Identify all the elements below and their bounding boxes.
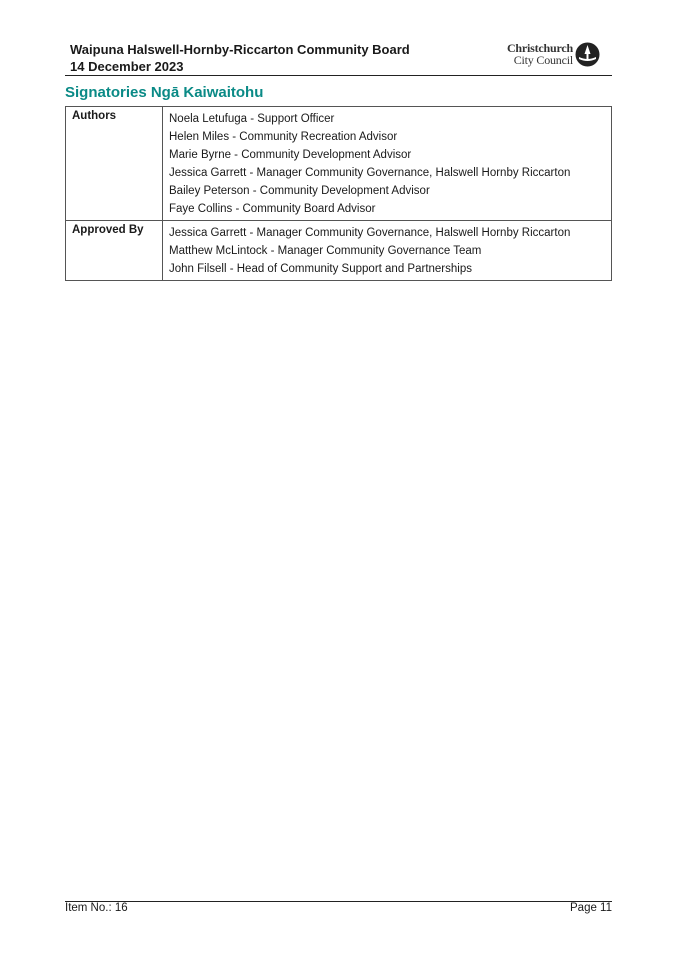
item-number: Item No.: 16 <box>65 902 128 914</box>
signatories-table <box>65 106 612 281</box>
approver-entry: Matthew McLintock - Manager Community Governance Team <box>169 245 482 257</box>
approver-entry: Jessica Garrett - Manager Community Governance, Halswell Hornby Riccarton <box>169 227 571 239</box>
approved-row <box>66 221 612 281</box>
authors-label: Authors <box>66 107 163 221</box>
page-number: Page 11 <box>570 902 612 914</box>
cathedral-logo-icon <box>575 42 600 67</box>
council-logo <box>498 42 600 68</box>
footer-divider <box>65 901 612 902</box>
author-entry: Faye Collins - Community Board Advisor <box>169 203 376 215</box>
approver-entry: John Filsell - Head of Community Support and Partnerships <box>169 263 472 275</box>
author-entry: Bailey Peterson - Community Development Advisor <box>169 185 430 197</box>
section-heading: Signatories Ngā Kaiwaitohu <box>65 84 264 101</box>
author-entry: Helen Miles - Community Recreation Advisor <box>169 131 398 143</box>
authors-row <box>66 107 612 221</box>
approved-label: Approved By <box>66 221 163 281</box>
author-entry: Jessica Garrett - Manager Community Governance, Halswell Hornby Riccarton <box>169 167 571 179</box>
logo-text <box>507 42 573 66</box>
header-divider <box>65 75 612 76</box>
logo-line-2: City Council <box>513 53 573 67</box>
approvers-list <box>163 221 612 281</box>
authors-list <box>163 107 612 221</box>
board-name: Waipuna Halswell-Hornby-Riccarton Community Board <box>70 42 410 57</box>
author-entry: Marie Byrne - Community Development Advisor <box>169 149 412 161</box>
logo-line-1: Christchurch <box>506 41 573 55</box>
meeting-date: 14 December 2023 <box>70 59 184 74</box>
author-entry: Noela Letufuga - Support Officer <box>169 113 335 125</box>
